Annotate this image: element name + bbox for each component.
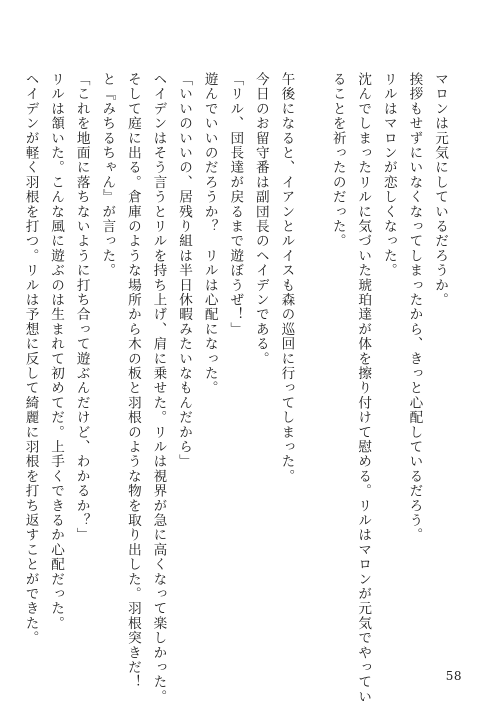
text-line: 今日のお留守番は副団長のヘイデンである。 [252, 72, 269, 366]
text-line: ヘイデンが軽く羽根を打つ。リルは予想に反して綺麗に羽根を打ち返すことができた。 [22, 72, 39, 646]
text-line: 「リル、団長達が戻るまで遊ぼうぜ！」 [227, 72, 244, 337]
blank-line [298, 72, 324, 632]
text-line: 遊んでいいのだろうか？ リルは心配になった。 [201, 72, 218, 396]
text-line: 沈んでしまったリルに気づいた琥珀達が体を擦り付けて慰める。リルはマロンが元気でやってい [355, 72, 372, 705]
text-line: 午後になると、イアンとルイスも森の巡回に行ってしまった。 [278, 72, 295, 484]
text-line: マロンは元気にしているだろうか。 [432, 72, 448, 308]
text-line: 「これを地面に落ちないように打ち合って遊ぶんだけど、わかるか？」 [73, 72, 90, 543]
text-line: ヘイデンはそう言うとリルを持ち上げ、肩に乗せた。リルは視界が急に高くなって楽しかった。 [150, 72, 167, 705]
text-line: ることを祈ったのだった。 [329, 72, 346, 249]
page-number: 58 [445, 669, 462, 683]
text-line: と『みちるちゃん』が言った。 [99, 72, 116, 278]
text-line: リルはマロンが恋しくなった。 [380, 72, 397, 278]
body-text [17, 72, 452, 705]
text-line: 挨拶もせずにいなくなってしまったから、きっと心配しているだろう。 [406, 72, 423, 543]
text-line: そして庭に出る。倉庫のような場所から木の板と羽根のような物を取り出した。羽根突きだ！ [124, 72, 141, 690]
text-line: 「いいのいいの、居残り組は半日休暇みたいなもんだから」 [176, 72, 193, 469]
text-line: リルは頷いた。こんな風に遊ぶのは生まれて初めてだ。上手くできるか心配だった。 [48, 72, 65, 631]
